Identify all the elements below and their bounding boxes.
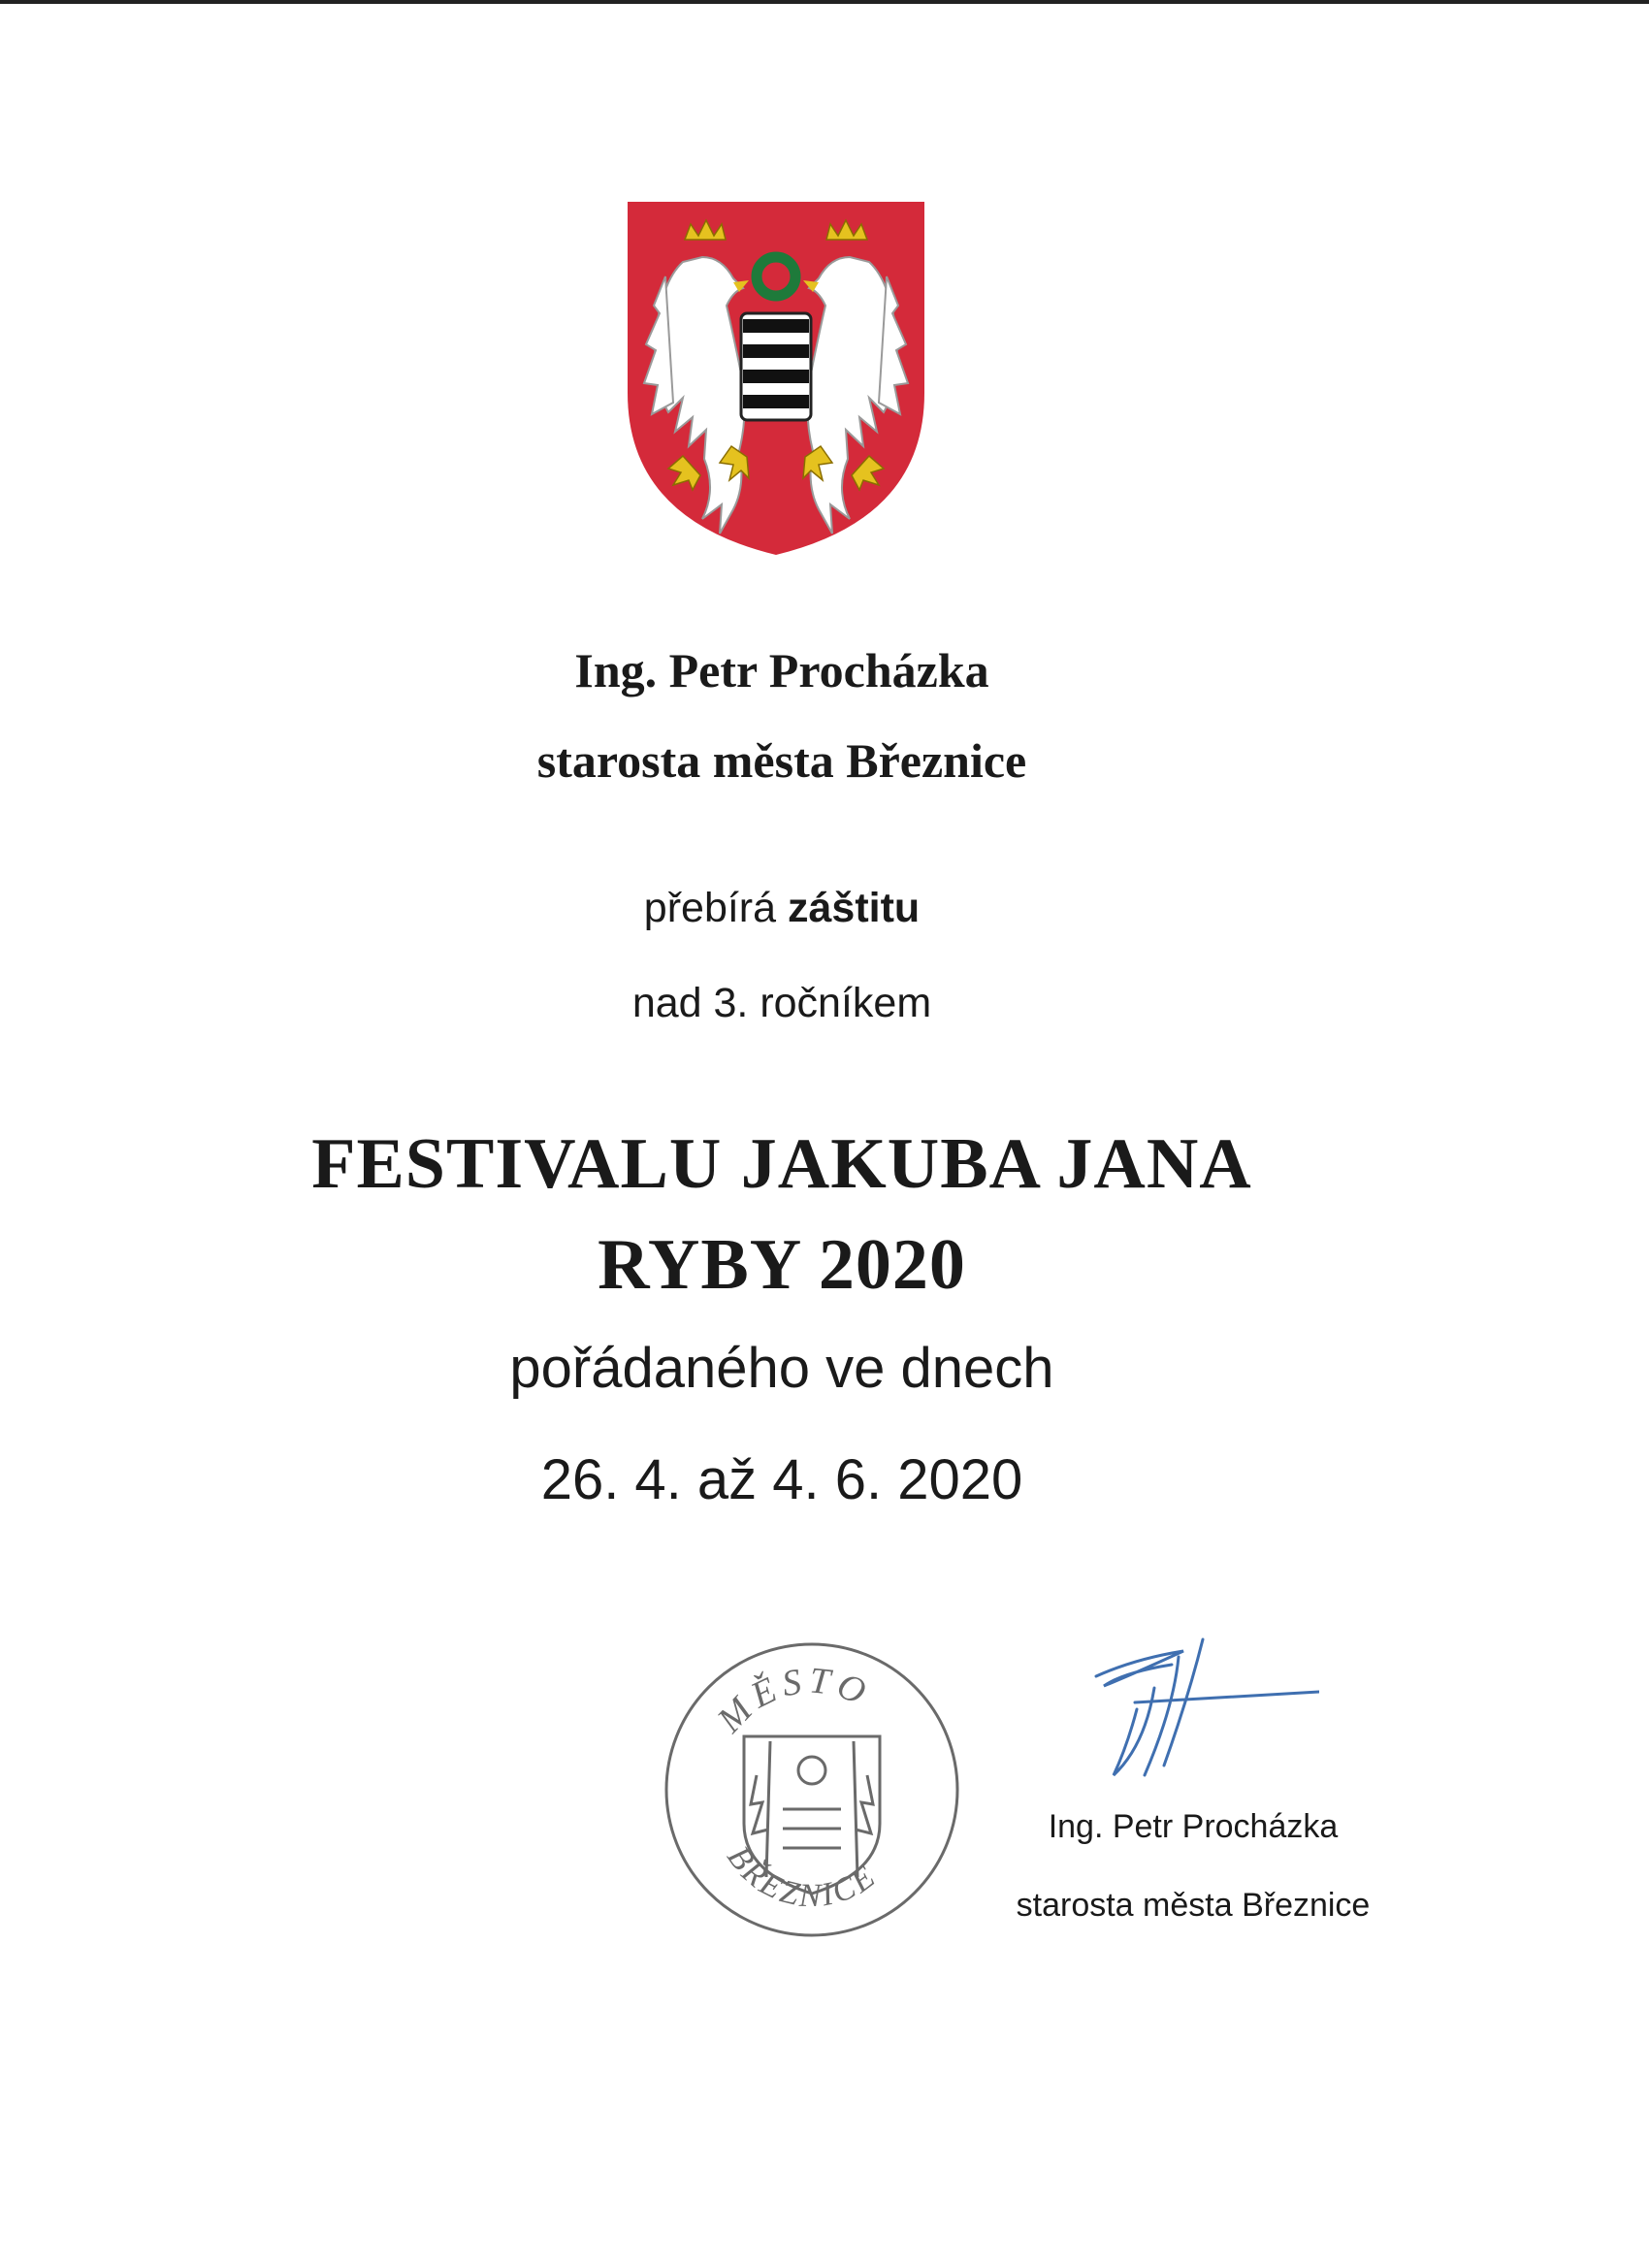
patronage-prefix: přebírá — [643, 885, 788, 931]
held-on-line: pořádaného ve dnech — [509, 1337, 1054, 1400]
mayor-name-heading: Ing. Petr Procházka — [574, 643, 989, 697]
festival-title-line-1: FESTIVALU JAKUBA JANA — [311, 1124, 1252, 1204]
stamp-bottom-text: BŘEZNICE — [720, 1839, 885, 1915]
city-stamp-icon — [662, 1639, 962, 1940]
stamp-top-text: MĚSTO — [709, 1660, 878, 1741]
mayor-title-heading: starosta města Březnice — [536, 733, 1027, 788]
scan-top-edge — [0, 0, 1649, 4]
festival-title-line-2: RYBY 2020 — [598, 1225, 966, 1305]
patronage-word: záštitu — [788, 885, 921, 931]
city-coat-of-arms-icon — [625, 199, 927, 558]
signatory-title: starosta města Březnice — [1016, 1887, 1371, 1924]
svg-text:MĚSTO — [709, 1660, 877, 1741]
edition-line: nad 3. ročníkem — [631, 980, 932, 1026]
festival-dates: 26. 4. až 4. 6. 2020 — [540, 1448, 1023, 1511]
signatory-name: Ing. Petr Procházka — [1048, 1808, 1339, 1845]
svg-text:BŘEZNICE — [720, 1840, 884, 1914]
patronage-line — [0, 885, 1564, 932]
handwritten-signature-icon — [1077, 1630, 1319, 1790]
